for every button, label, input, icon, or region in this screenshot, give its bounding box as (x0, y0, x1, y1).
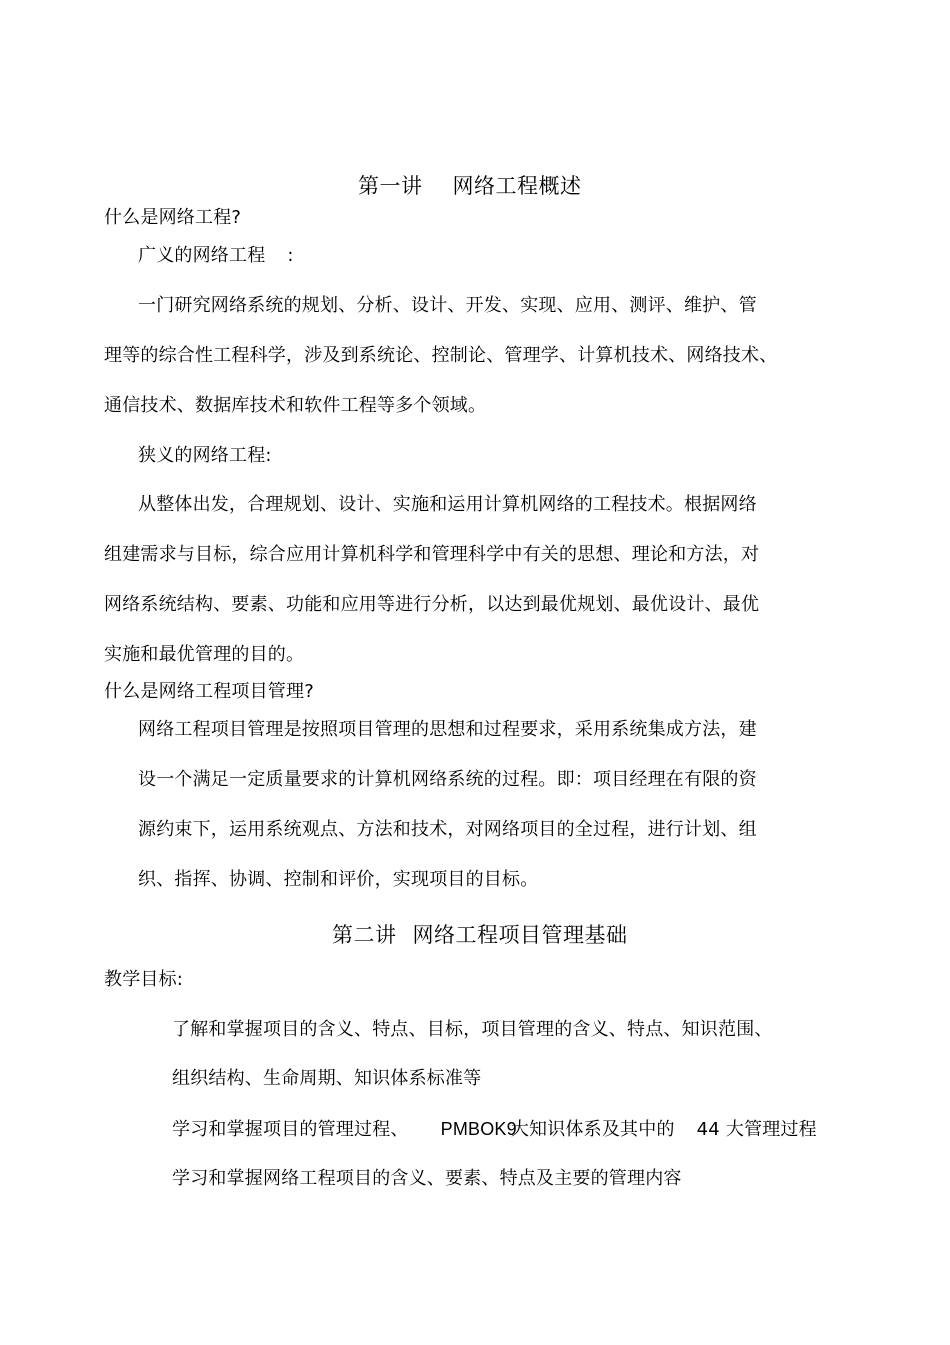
goal2-part-a: 学习和掌握项目的管理过程、 (172, 1119, 409, 1140)
question-project-management: 什么是网络工程项目管理? (104, 681, 314, 702)
goal2-pmbok: PMBOK9 (440, 1119, 517, 1139)
goal-line: 学习和掌握网络工程项目的含义、要素、特点及主要的管理内容 (172, 1168, 682, 1189)
project-management-line: 织、指挥、协调、控制和评价，实现项目的目标。 (138, 869, 539, 890)
lecture2-title-text: 网络工程项目管理基础 (412, 923, 628, 947)
broad-definition-line: 理等的综合性工程科学，涉及到系统论、控制论、管理学、计算机技术、网络技术、 (104, 345, 778, 366)
goal2-part-d: 44 大管理过程 (696, 1119, 817, 1140)
lecture2-title-number: 第二讲 (332, 923, 397, 947)
lecture1-title-number: 第一讲 (358, 174, 423, 198)
goal2-part-c: 大知识体系及其中的 (510, 1119, 675, 1140)
goal-line: 组织结构、生命周期、知识体系标准等 (172, 1068, 482, 1089)
broad-definition-line: 一门研究网络系统的规划、分析、设计、开发、实现、应用、测评、维护、管 (138, 295, 757, 316)
goal-line: 了解和掌握项目的含义、特点、目标，项目管理的含义、特点、知识范围、 (172, 1019, 773, 1040)
narrow-definition-line: 实施和最优管理的目的。 (104, 644, 305, 665)
project-management-line: 源约束下，运用系统观点、方法和技术，对网络项目的全过程，进行计划、组 (138, 819, 757, 840)
narrow-definition-label: 狭义的网络工程: (138, 445, 272, 466)
broad-definition-label-text: 广义的网络工程 (138, 245, 266, 266)
broad-definition-colon: : (287, 245, 294, 266)
narrow-definition-line: 从整体出发，合理规划、设计、实施和运用计算机网络的工程技术。根据网络 (138, 494, 757, 515)
lecture1-title-text: 网络工程概述 (452, 174, 582, 198)
teaching-goals-label: 教学目标: (104, 969, 184, 990)
narrow-definition-line: 组建需求与目标，综合应用计算机科学和管理科学中有关的思想、理论和方法，对 (104, 544, 760, 565)
project-management-line: 设一个满足一定质量要求的计算机网络系统的过程。即：项目经理在有限的资 (138, 769, 757, 790)
project-management-line: 网络工程项目管理是按照项目管理的思想和过程要求，采用系统集成方法，建 (138, 719, 757, 740)
lecture1-title (358, 173, 582, 199)
question-network-engineering: 什么是网络工程? (104, 207, 242, 228)
lecture2-title (332, 922, 628, 948)
narrow-definition-line: 网络系统结构、要素、功能和应用等进行分析，以达到最优规划、最优设计、最优 (104, 594, 760, 615)
broad-definition-label (138, 245, 294, 267)
broad-definition-line: 通信技术、数据库技术和软件工程等多个领域。 (104, 395, 487, 416)
goal-line-pmbok (172, 1118, 817, 1141)
